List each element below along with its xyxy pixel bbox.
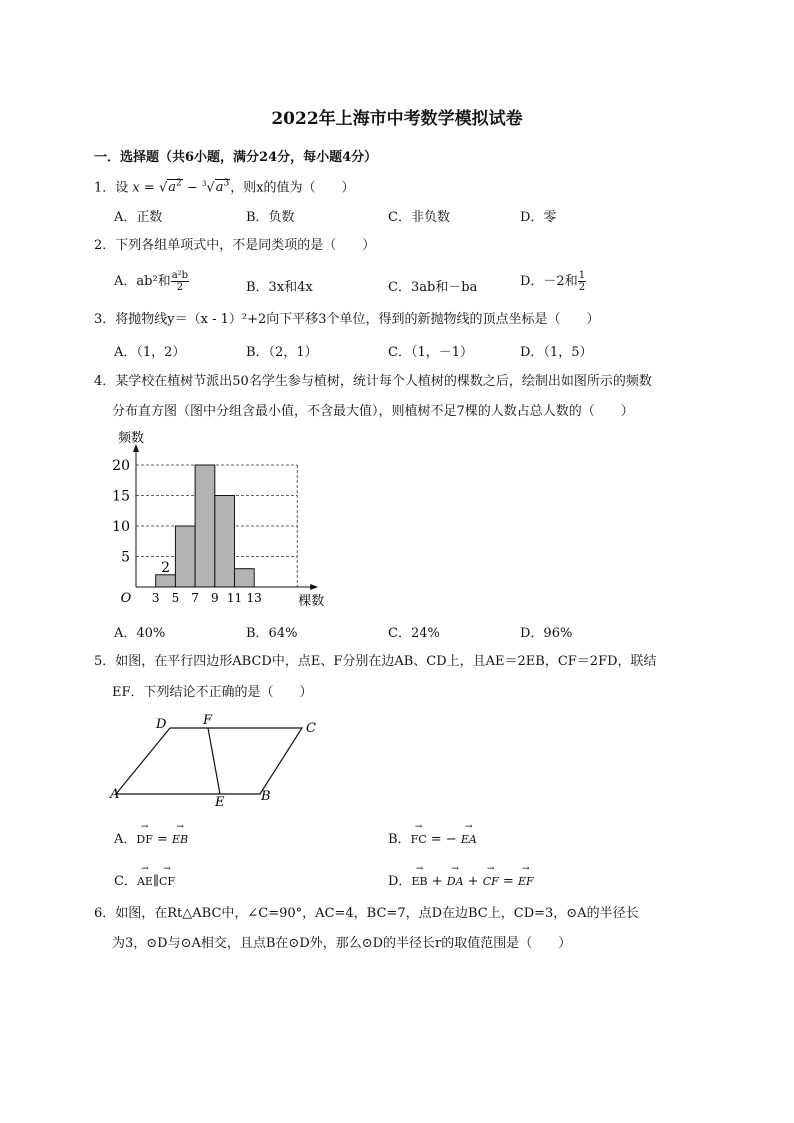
- q2-option-c[interactable]: C．3ab和－ba: [388, 280, 478, 295]
- histogram-bar: [175, 526, 195, 587]
- q2-option-a[interactable]: A．ab²和 $\frac{\text{a²b}}{2}$: [114, 270, 189, 293]
- x-tick-label: 7: [191, 591, 199, 605]
- q3-option-b[interactable]: B．（2，1）: [246, 345, 318, 360]
- q1-sqrt: $√a^2$: [158, 179, 182, 196]
- x-tick-label: 5: [171, 591, 180, 605]
- question-5-line2: EF．下列结论不正确的是（ ）: [112, 685, 313, 700]
- page-title: 2022年上海市中考数学模拟试卷: [271, 109, 523, 129]
- parallelogram-abcd: [116, 728, 302, 794]
- x-axis-label: 棵数: [298, 594, 325, 609]
- q1-cuberoot-index: 3: [201, 180, 207, 188]
- origin-label: O: [120, 591, 132, 606]
- q3-option-a[interactable]: A．（1，2）: [114, 345, 186, 360]
- q1-prefix: 1．设: [94, 180, 129, 196]
- histogram-bar: [195, 465, 215, 587]
- histogram-chart: [110, 428, 340, 610]
- question-5-line1: 5．如图，在平行四边形ABCD中，点E、F分别在边AB、CD上，且AE＝2EB，CF＝2FD，联结: [94, 654, 657, 669]
- q1-option-c[interactable]: C．非负数: [388, 210, 450, 225]
- x-tick-label: 9: [210, 591, 219, 605]
- histogram-bar: [156, 575, 176, 587]
- section-heading: 一．选择题（共6小题，满分24分，每小题4分）: [94, 150, 378, 165]
- q1-option-b[interactable]: B．负数: [246, 210, 295, 225]
- q3-option-c[interactable]: C．（1，－1）: [388, 345, 473, 360]
- question-6-line2: 为3，⊙D与⊙A相交，且点B在⊙D外，那么⊙D的半径长r的取值范围是（ ）: [112, 936, 572, 951]
- y-axis-label: 频数: [118, 431, 145, 446]
- question-3: 3．将抛物线y＝（x - 1）²+2向下平移3个单位，得到的新抛物线的顶点坐标是（ ）: [94, 312, 600, 327]
- question-6-line1: 6．如图，在Rt△ABC中，∠C=90°，AC=4，BC=7，点D在边BC上，CD=3，⊙A的半径长: [94, 906, 639, 921]
- q4-option-b[interactable]: B．64%: [246, 626, 298, 641]
- x-axis-arrow: [310, 584, 318, 590]
- q1-eq: =: [143, 180, 155, 196]
- q3-option-d[interactable]: D．（1，5）: [520, 345, 593, 360]
- q5-option-b[interactable]: B．→ FC = − → EA: [388, 828, 477, 847]
- question-1: [94, 174, 355, 198]
- question-4-line2: 分布直方图（图中分组含最小值，不含最大值），则植树不足7棵的人数占总人数的（ ）: [112, 404, 634, 419]
- histogram-bar: [235, 569, 255, 587]
- q1-x: x: [132, 180, 140, 196]
- question-2: 2．下列各组单项式中，不是同类项的是（ ）: [94, 238, 376, 253]
- label-c: C: [306, 721, 316, 736]
- q1-suffix: ，则x的值为（ ）: [230, 180, 355, 196]
- q5-option-a[interactable]: A．→ DF = → EB: [114, 828, 188, 847]
- label-a: A: [110, 787, 120, 802]
- y-tick-label: 20: [112, 458, 130, 474]
- q5-option-d[interactable]: D．→ EB + → DA + → CF = → EF: [388, 870, 534, 889]
- y-tick-label: 10: [112, 519, 130, 535]
- q4-option-c[interactable]: C．24%: [388, 626, 440, 641]
- q1-option-d[interactable]: D．零: [520, 210, 557, 225]
- q4-option-d[interactable]: D．96%: [520, 626, 573, 641]
- q1-option-a[interactable]: A．正数: [114, 210, 163, 225]
- q1-minus: −: [186, 180, 198, 196]
- q1-cbrt: $√a^3$: [206, 179, 230, 196]
- label-d: D: [156, 717, 167, 732]
- x-tick-label: 13: [246, 591, 262, 605]
- label-f: F: [203, 713, 213, 728]
- parallelogram-figure: [108, 708, 328, 810]
- y-tick-label: 5: [121, 549, 130, 566]
- q2-option-d[interactable]: D．－2和 $\frac{1}{2}$: [520, 270, 586, 293]
- bar-data-label: 2: [161, 559, 171, 576]
- histogram-bar: [215, 496, 235, 588]
- segment-ef: [208, 728, 220, 794]
- y-tick-label: 15: [112, 488, 130, 505]
- x-tick-label: 11: [226, 591, 243, 605]
- q4-option-a[interactable]: A．40%: [114, 626, 166, 641]
- x-tick-label: 3: [151, 591, 160, 605]
- label-b: B: [261, 789, 271, 804]
- q2-option-b[interactable]: B．3x和4x: [246, 280, 313, 295]
- question-4-line1: 4．某学校在植树节派出50名学生参与植树，统计每个人植树的棵数之后，绘制出如图所示的频数: [94, 374, 652, 389]
- label-e: E: [215, 795, 225, 810]
- q5-option-c[interactable]: C．→ AE∥→ CF: [114, 870, 175, 889]
